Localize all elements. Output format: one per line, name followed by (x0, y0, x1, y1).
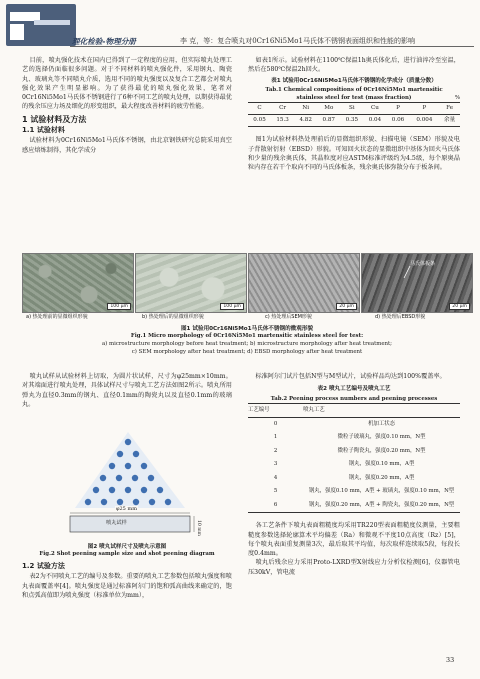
page-number: 33 (446, 656, 455, 664)
table-row (248, 458, 460, 471)
scale-bar: 20 μm (336, 303, 357, 310)
figure1-caption (22, 324, 472, 356)
panel-label-b: b) 热处理后的显微组织形貌 (142, 314, 204, 320)
table-cell: 0.05 (248, 115, 271, 127)
microstructure-paragraph: 图1为试验材料热处理前后的显微组织形貌、扫描电镜（SEM）形貌及电子背散射衍射（EBSD）形貌。可知回火状态的显微组织中基体为回火马氏体和少量的残余奥氏体，其晶粒度对应ASTM标准评级约为4.5级，每个原奥晶粒内存在若干个取向不同的马氏体板条，残余奥氏体弥散分布于板条间。 (248, 136, 460, 172)
process-desc: 微粒子玻璃丸，强度0.10 mm，N型 (337, 434, 426, 441)
process-id: 6 (248, 499, 303, 513)
table-cell: 0.35 (340, 115, 363, 127)
sample-paragraph: 喷丸试样从试验材料上切取，为圆片状试样，尺寸为φ25mm×10mm。对其端面进行喷丸处理，具体试样尺寸与喷丸工艺方法如图2所示。喷丸所用弹丸为直径0.3mm的钢丸、直径0.1mm的陶瓷丸以及直径0.1mm的玻璃丸。 (22, 373, 232, 408)
logo-mark-bar (34, 20, 70, 25)
table-cell: 0.87 (317, 115, 340, 127)
process-id: 0 (273, 420, 278, 427)
table-row (248, 445, 460, 458)
table-cell: 4.82 (294, 115, 317, 127)
fig2-caption-zh: 图2 喷丸试样尺寸及喷丸示意图 (87, 544, 167, 550)
table-header: 工艺编号 (248, 403, 303, 417)
table-row (248, 499, 460, 513)
residual-stress-paragraph: 喷丸后残余应力采用Proto-LXRD型X射线应力分析仪检测[6]，仪器管电压30kV，管电流 (248, 559, 460, 576)
composition-table (248, 102, 460, 128)
ebsd-image-d (361, 253, 473, 313)
left-column-method (22, 562, 232, 600)
scale-bar: 20 μm (449, 303, 470, 310)
figure2-caption (22, 542, 232, 558)
micrograph-b (135, 253, 247, 313)
process-desc: 钢丸，强度0.20 mm，A型 (348, 474, 415, 481)
sample-label: 喷丸试样 (106, 520, 127, 526)
table-header: Ni (294, 102, 317, 114)
right-column-bottom (248, 372, 460, 577)
table-header: Cr (271, 102, 294, 114)
table-cell: 余量 (439, 115, 460, 127)
table-header: Cu (363, 102, 386, 114)
subsection-heading: 1.2 试验方法 (22, 562, 65, 570)
fig1-caption-en: Fig.1 Micro morphology of 0Cr16Ni5Mo1 martensitic stainless steel for test: (130, 333, 364, 339)
running-title: 李 克，等：复合喷丸对0Cr16Ni5Mo1马氏体不锈钢表面组织和性能的影响 (180, 37, 415, 45)
panel-label-c: c) 热处理后SEM形貌 (265, 314, 312, 320)
section-heading: 1 试验材料及方法 (22, 114, 87, 124)
sample-block (70, 516, 190, 532)
logo-mark-stem (10, 24, 24, 40)
peening-process-table (248, 403, 460, 514)
sem-image-c (248, 253, 360, 313)
micrograph-a (22, 253, 134, 313)
almen-paragraph: 标准阿尔门试片包括N型与M型试片，试验样品均达到100%覆盖率。 (255, 373, 446, 380)
material-paragraph: 试验材料为0Cr16Ni5Mo1马氏体不锈钢，由北京钢铁研究总院采用真空感应熔炼制得，其化学成分 (22, 137, 232, 154)
table-header: 喷丸工艺 (303, 403, 460, 417)
fig1-caption-en-3: c) SEM morphology after heat treatment; d) EBSD morphology after heat treatment (131, 349, 363, 355)
process-id: 2 (273, 447, 278, 454)
method-paragraph: 表2为不同喷丸工艺的编号及参数。重要的喷丸工艺参数包括喷丸强度和喷丸表面覆盖率[4]。喷丸强度是通过标准阿尔门的饱和弧高曲线来确定的，饱和点弧高值即为喷丸强度（标准单位为mm）， (22, 573, 232, 599)
table2-caption-zh: 表2 喷丸工艺编号及喷丸工艺 (317, 386, 391, 393)
panel-label-d: d) 热处理后EBSD形貌 (375, 314, 426, 320)
left-column-top (22, 56, 232, 155)
table-cell: 0.004 (410, 115, 440, 127)
process-desc: 钢丸，强度0.10 mm，A型 (348, 461, 415, 468)
lath-annotation: 马氏体板条 (410, 261, 436, 267)
table1-caption-zh: 表1 试验用0Cr16Ni5Mo1马氏体不锈钢的化学成分（质量分数） (271, 77, 437, 84)
table-cell: 0.06 (386, 115, 409, 127)
process-id: 5 (273, 488, 278, 495)
table-header: Si (340, 102, 363, 114)
table1-caption-en-2: stainless steel for test (mass fraction) (296, 94, 412, 101)
process-desc: 机加工状态 (368, 420, 396, 427)
journal-name: 理化检验-物理分册 (72, 37, 136, 46)
heat-treatment-paragraph: 如表1所示。试验材料在1100℃保温1h奥氏体化后，进行油淬冷至室温，然后在580℃保温2h回火。 (248, 57, 460, 74)
table1-unit: % (454, 94, 460, 101)
left-column-bottom (22, 372, 232, 409)
table-header: Fe (439, 102, 460, 114)
fig2-caption-en: Fig.2 Shot peening sample size and shot peening diagram (39, 551, 215, 557)
height-dimension-label: 10 mm (196, 520, 201, 537)
fig1-caption-zh: 图1 试验用0Cr16Ni5Mo1马氏体不锈钢的微观形貌 (180, 326, 314, 332)
table-row (248, 417, 460, 431)
process-id: 1 (273, 434, 278, 441)
table-cell: 0.04 (363, 115, 386, 127)
header-rule (70, 46, 474, 47)
table-header: C (248, 102, 271, 114)
scale-bar: 100 μm (107, 303, 131, 310)
process-id: 3 (273, 461, 278, 468)
scale-bar: 100 μm (220, 303, 244, 310)
table-row (248, 472, 460, 485)
table-cell: 15.3 (271, 115, 294, 127)
process-desc: 微粒子陶瓷丸，强度0.20 mm，N型 (337, 447, 426, 454)
shot-peening-diagram (40, 430, 220, 538)
process-desc: 钢丸，强度0.10 mm，A型 + 玻璃丸，强度0.10 mm，N型 (308, 488, 455, 495)
panel-label-a: a) 热处理前的显微组织形貌 (26, 314, 88, 320)
subsection-heading: 1.1 试验材料 (22, 126, 65, 135)
table-row (248, 431, 460, 444)
table2-caption-en: Tab.2 Peening process numbers and peening processes (270, 395, 438, 402)
table-header: Mo (317, 102, 340, 114)
right-column-top (248, 56, 460, 173)
fig1-caption-en-2: a) microstructure morphology before heat treatment; b) microstructure morphology after heat treatment; (101, 341, 393, 347)
table-row (248, 485, 460, 498)
table-header: P (410, 102, 440, 114)
annotation-arrow (402, 264, 442, 284)
intro-paragraph: 目前，喷丸强化技术在国内已得到了一定程度的应用，但实际喷丸处理工艺的选择仍面临很多问题。对于不同材料的喷丸强化件，采用钢丸、陶瓷丸、玻璃丸等不同喷丸介质，选用不同的喷丸强度以及复合工艺都会对喷丸强化效果产生明显影响。为了获得最优的喷丸强化效果，笔者对0Cr16Ni5Mo1马氏体不锈钢进行了6种不同工艺的喷丸处理，以期获得最优的残余压应力场及细化的形变组织，最大程度改善材料的疲劳性能。 (22, 57, 232, 111)
process-id: 4 (273, 474, 278, 481)
table-header: P (386, 102, 409, 114)
process-desc: 钢丸，强度0.20 mm，A型 + 陶瓷丸，强度0.20 mm，N型 (303, 499, 460, 513)
width-dimension-label: φ25 mm (116, 506, 137, 512)
roughness-paragraph: 各工艺条件下喷丸表面粗糙度均采用TR220型表面粗糙度仪测量，主要粗糙度参数选择轮廓算术平均偏差（Ra）和微观不平度10点高度（Rz）[5]，每个喷丸表面重复测量3次，最后取其平均值，每次取样连续取5段，每段长度0.4mm。 (248, 522, 460, 558)
table1-caption-en: Tab.1 Chemical compositions of 0Cr16Ni5Mo1 martensitic (265, 86, 443, 93)
